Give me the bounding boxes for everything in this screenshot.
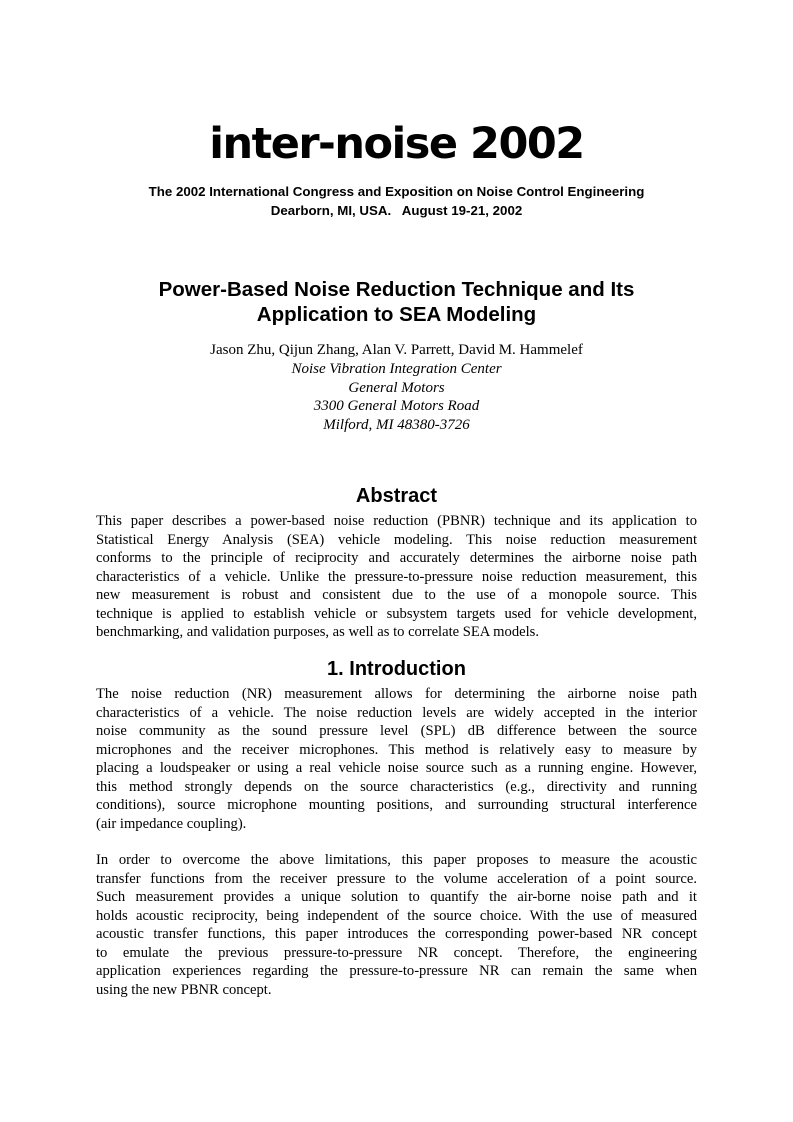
affiliation-line: 3300 General Motors Road xyxy=(313,398,480,415)
intro-line: transfer functions from the receiver pressure to the volume acceleration of a point source. xyxy=(96,870,697,887)
conference-logo: inter-noise 2002 xyxy=(209,119,584,169)
intro-line: to emulate the previous pressure-to-pressure NR concept. Therefore, the engineering xyxy=(96,944,697,961)
introduction-paragraph-2 xyxy=(96,851,697,999)
affiliation-line: General Motors xyxy=(348,379,445,396)
intro-line: In order to overcome the above limitations, this paper proposes to measure the acoustic xyxy=(96,852,697,868)
intro-line: conditions), source microphone mounting positions, and surrounding structural interference xyxy=(96,797,697,813)
intro-line: Such measurement provides a unique solution to quantify the air-borne noise path and it xyxy=(96,889,697,905)
intro-line: (air impedance coupling). xyxy=(96,815,247,832)
intro-line: microphones and the receiver microphones. This method is relatively easy to measure by xyxy=(96,741,697,758)
affiliation xyxy=(0,360,793,434)
introduction-heading: 1. Introduction xyxy=(327,658,466,680)
abstract-line: conforms to the principle of reciprocity and accurately determines the airborne noise path xyxy=(96,550,697,566)
abstract-body xyxy=(96,512,697,642)
conference-location-date: Dearborn, MI, USA. August 19-21, 2002 xyxy=(270,203,523,218)
intro-line: characteristics of a vehicle. The noise reduction levels are widely accepted in the interior xyxy=(96,704,697,721)
abstract-line: Statistical Energy Analysis (SEA) vehicle modeling. This noise reduction measurement xyxy=(96,531,697,548)
affiliation-line: Noise Vibration Integration Center xyxy=(291,361,502,377)
abstract-line: technique is applied to establish vehicle or subsystem targets used for vehicle development, xyxy=(96,605,697,622)
abstract-heading: Abstract xyxy=(355,485,438,507)
conference-info xyxy=(0,182,793,220)
introduction-paragraph-1 xyxy=(96,685,697,833)
conference-name: The 2002 International Congress and Exposition on Noise Control Engineering xyxy=(148,184,645,199)
paper-title xyxy=(96,277,697,327)
intro-line: acoustic transfer functions, this paper introduces the corresponding power-based NR concept xyxy=(96,926,697,942)
intro-line: The noise reduction (NR) measurement allows for determining the airborne noise path xyxy=(96,686,697,702)
intro-line: placing a loudspeaker or using a real vehicle noise source such as a running engine. However, xyxy=(96,760,697,776)
intro-line: application experiences regarding the pressure-to-pressure NR can remain the same when xyxy=(96,963,697,979)
abstract-line: This paper describes a power-based noise reduction (PBNR) technique and its application to xyxy=(96,513,697,529)
intro-line: using the new PBNR concept. xyxy=(96,981,272,998)
author-list: Jason Zhu, Qijun Zhang, Alan V. Parrett, David M. Hammelef xyxy=(210,342,583,358)
intro-line: noise community as the sound pressure level (SPL) dB difference between the source xyxy=(96,723,697,739)
abstract-line: benchmarking, and validation purposes, as well as to correlate SEA models. xyxy=(96,624,539,640)
affiliation-line: Milford, MI 48380-3726 xyxy=(323,416,470,433)
abstract-line: characteristics of a vehicle. Unlike the pressure-to-pressure noise reduction measurement, this xyxy=(96,568,697,585)
intro-line: holds acoustic reciprocity, being independent of the source choice. With the use of measured xyxy=(96,907,697,924)
intro-line: this method strongly depends on the source characteristics (e.g., directivity and running xyxy=(96,778,697,795)
abstract-line: new measurement is robust and consistent due to the use of a monopole source. This xyxy=(96,587,697,603)
paper-title-line-2: Application to SEA Modeling xyxy=(256,303,537,326)
paper-title-line-1: Power-Based Noise Reduction Technique and Its xyxy=(158,278,635,301)
